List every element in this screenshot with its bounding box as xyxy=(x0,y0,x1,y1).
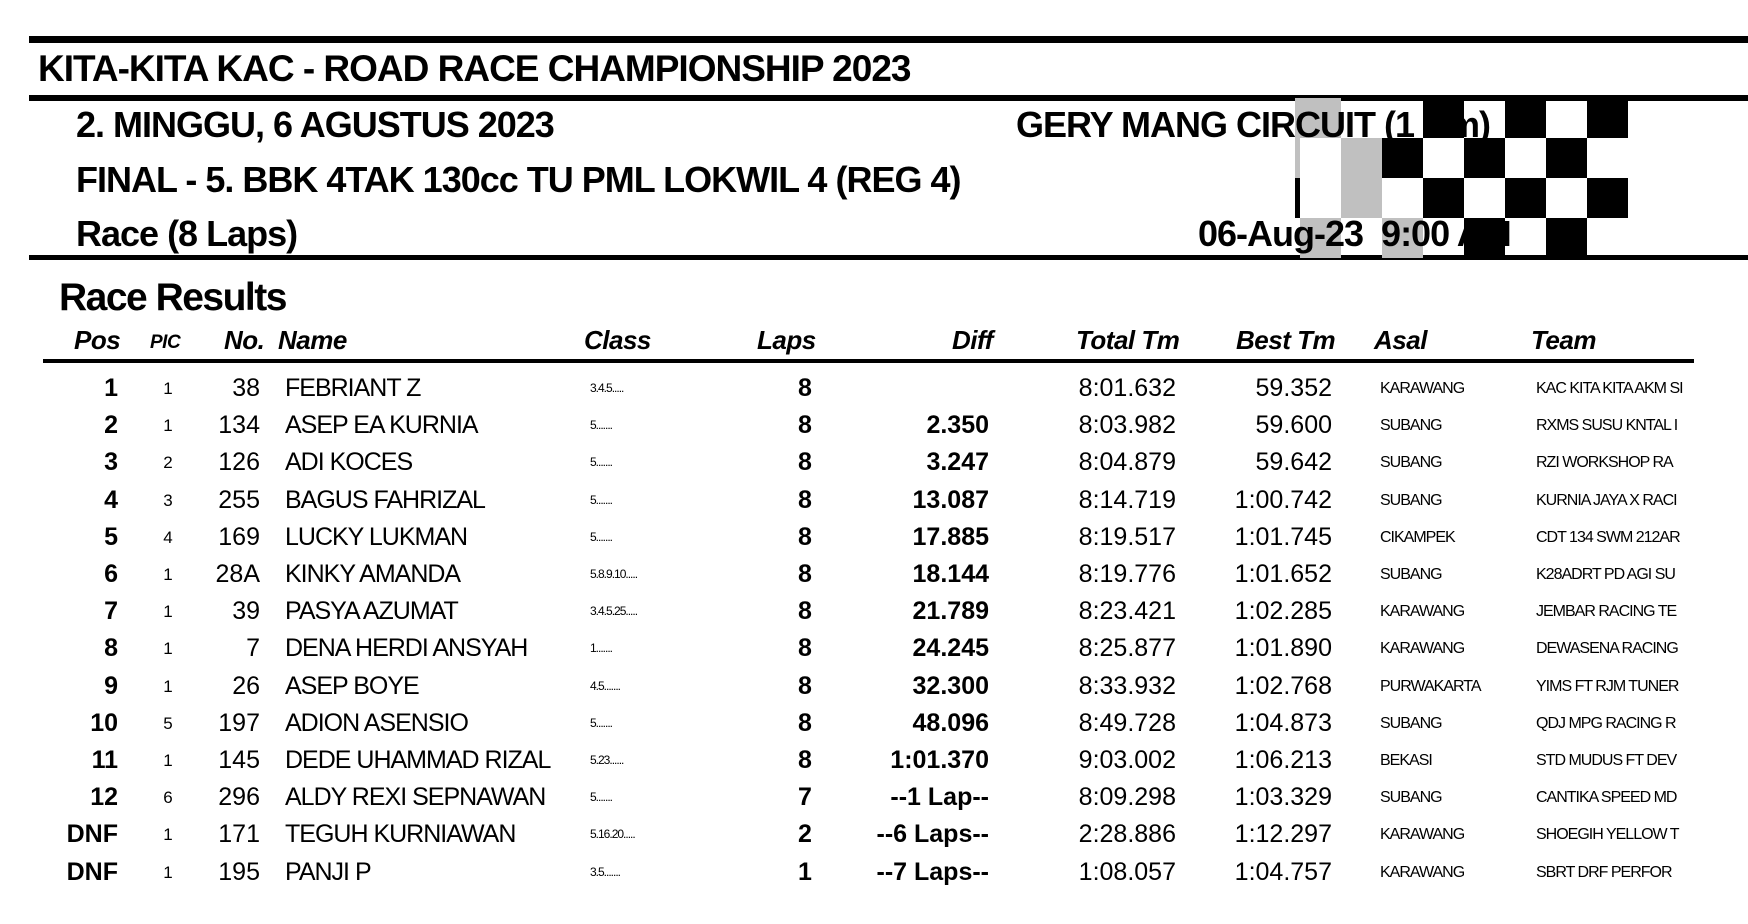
cell-diff: 13.087 xyxy=(912,485,989,514)
cell-team: QDJ MPG RACING R xyxy=(1536,714,1676,732)
cell-total-time: 8:23.421 xyxy=(1078,597,1176,626)
cell-pos: 11 xyxy=(91,746,118,774)
cell-asal: CIKAMPEK xyxy=(1380,528,1455,546)
cell-total-time: 8:09.298 xyxy=(1078,783,1176,812)
cell-no: 134 xyxy=(218,411,260,440)
cell-name: LUCKY LUKMAN xyxy=(285,522,468,551)
cell-diff: --1 Lap-- xyxy=(890,783,989,812)
table-row xyxy=(0,519,1748,556)
cell-pic: 1 xyxy=(163,639,173,659)
cell-asal: PURWAKARTA xyxy=(1380,677,1481,695)
cell-asal: BEKASI xyxy=(1380,752,1432,769)
cell-pic: 1 xyxy=(163,751,173,770)
section-title: Race Results xyxy=(59,276,286,319)
cell-pic: 3 xyxy=(163,490,173,510)
table-row xyxy=(0,630,1748,667)
cell-total-time: 8:01.632 xyxy=(1078,374,1176,402)
cell-best-time: 1:03.329 xyxy=(1234,783,1332,812)
cell-total-time: 9:03.002 xyxy=(1078,746,1176,774)
cell-pos: DNF xyxy=(66,857,118,886)
cell-pos: 7 xyxy=(104,597,118,626)
cell-class: 5.16.20..... xyxy=(590,827,635,842)
cell-total-time: 8:49.728 xyxy=(1078,708,1176,737)
cell-name: KINKY AMANDA xyxy=(285,560,461,588)
cell-best-time: 59.642 xyxy=(1255,448,1332,477)
cell-best-time: 1:01.890 xyxy=(1234,634,1332,663)
cell-diff: 21.789 xyxy=(912,597,989,626)
cell-asal: SUBANG xyxy=(1380,417,1442,435)
cell-asal: KARAWANG xyxy=(1380,640,1465,658)
cell-class: 5....... xyxy=(590,418,613,433)
cell-pos: 1 xyxy=(104,374,118,402)
cell-class: 3.4.5..... xyxy=(590,381,624,395)
table-row xyxy=(0,668,1748,705)
col-team: Team xyxy=(1531,325,1596,355)
cell-team: K28ADRT PD AGI SU xyxy=(1536,566,1675,583)
cell-team: SBRT DRF PERFOR xyxy=(1536,863,1672,881)
cell-asal: SUBANG xyxy=(1380,566,1442,583)
cell-pic: 1 xyxy=(163,379,173,398)
cell-total-time: 8:19.517 xyxy=(1078,522,1176,551)
table-row xyxy=(0,593,1748,630)
cell-no: 126 xyxy=(218,448,260,477)
cell-pic: 4 xyxy=(163,527,173,547)
table-row xyxy=(0,816,1748,853)
cell-team: DEWASENA RACING xyxy=(1536,640,1678,658)
col-best: Best Tm xyxy=(1236,325,1336,355)
cell-no: 296 xyxy=(218,783,260,812)
cell-diff: 1:01.370 xyxy=(890,746,989,774)
cell-best-time: 1:01.652 xyxy=(1234,560,1332,588)
table-row xyxy=(0,742,1748,779)
cell-name: DEDE UHAMMAD RIZAL xyxy=(285,746,551,774)
cell-name: FEBRIANT Z xyxy=(285,374,421,402)
cell-no: 26 xyxy=(232,671,260,700)
cell-no: 38 xyxy=(232,374,260,402)
cell-team: KAC KITA KITA AKM SI xyxy=(1536,380,1683,397)
cell-diff: 18.144 xyxy=(912,560,989,588)
cell-laps: 8 xyxy=(798,411,812,440)
cell-name: PANJI P xyxy=(285,857,371,886)
cell-pic: 1 xyxy=(163,602,173,622)
cell-name: ASEP BOYE xyxy=(285,671,419,700)
circuit-name: GERY MANG CIRCUIT (1 Km) xyxy=(1016,104,1491,145)
cell-class: 5....... xyxy=(590,529,613,544)
cell-no: 7 xyxy=(246,634,260,663)
cell-laps: 1 xyxy=(798,857,812,886)
cell-class: 1....... xyxy=(590,641,613,656)
cell-name: PASYA AZUMAT xyxy=(285,597,458,626)
cell-no: 255 xyxy=(218,485,260,514)
cell-pos: 2 xyxy=(104,411,118,440)
top-rule xyxy=(29,36,1748,43)
cell-best-time: 1:02.768 xyxy=(1234,671,1332,700)
col-laps: Laps xyxy=(757,325,816,355)
cell-diff: 17.885 xyxy=(912,522,989,551)
cell-best-time: 1:12.297 xyxy=(1234,820,1332,849)
cell-pic: 1 xyxy=(163,676,173,696)
race-type: Race (8 Laps) xyxy=(76,213,298,254)
cell-team: RZI WORKSHOP RA xyxy=(1536,454,1673,472)
cell-team: KURNIA JAYA X RACI xyxy=(1536,491,1677,509)
cell-laps: 8 xyxy=(798,634,812,663)
cell-pic: 1 xyxy=(163,565,173,584)
col-no: No. xyxy=(224,325,265,355)
cell-asal: SUBANG xyxy=(1380,491,1442,509)
event-day: 2. MINGGU, 6 AGUSTUS 2023 xyxy=(76,104,554,145)
cell-team: CDT 134 SWM 212AR xyxy=(1536,528,1680,546)
cell-pos: DNF xyxy=(66,820,118,849)
cell-name: BAGUS FAHRIZAL xyxy=(285,485,485,514)
col-pic: PIC xyxy=(150,332,181,353)
table-row xyxy=(0,779,1748,816)
cell-asal: KARAWANG xyxy=(1380,863,1465,881)
cell-best-time: 59.600 xyxy=(1255,411,1332,440)
cell-team: CANTIKA SPEED MD xyxy=(1536,789,1677,807)
cell-total-time: 1:08.057 xyxy=(1078,857,1176,886)
cell-laps: 2 xyxy=(798,820,812,849)
cell-no: 39 xyxy=(232,597,260,626)
cell-class: 4.5....... xyxy=(590,678,621,693)
cell-laps: 8 xyxy=(798,708,812,737)
cell-pic: 5 xyxy=(163,713,173,733)
cell-class: 5....... xyxy=(590,492,613,507)
cell-best-time: 1:04.757 xyxy=(1234,857,1332,886)
cell-diff: 32.300 xyxy=(912,671,989,700)
table-row xyxy=(0,705,1748,742)
cell-class: 5....... xyxy=(590,715,613,730)
cell-best-time: 1:01.745 xyxy=(1234,522,1332,551)
cell-class: 5....... xyxy=(590,455,613,470)
cell-diff: 3.247 xyxy=(926,448,989,477)
cell-laps: 8 xyxy=(798,374,812,402)
cell-name: ALDY REXI SEPNAWAN xyxy=(285,783,546,812)
cell-class: 3.5....... xyxy=(590,864,621,879)
cell-pic: 1 xyxy=(163,862,173,882)
cell-no: 145 xyxy=(218,746,260,774)
cell-laps: 7 xyxy=(798,783,812,812)
cell-pic: 6 xyxy=(163,788,173,808)
cell-total-time: 8:19.776 xyxy=(1078,560,1176,588)
cell-laps: 8 xyxy=(798,560,812,588)
col-asal: Asal xyxy=(1374,325,1427,355)
cell-pic: 1 xyxy=(163,825,173,845)
col-total: Total Tm xyxy=(1076,325,1180,355)
cell-laps: 8 xyxy=(798,522,812,551)
cell-total-time: 8:14.719 xyxy=(1078,485,1176,514)
cell-asal: KARAWANG xyxy=(1380,380,1465,397)
cell-laps: 8 xyxy=(798,448,812,477)
cell-pos: 10 xyxy=(90,708,118,737)
cell-diff: --7 Laps-- xyxy=(876,857,989,886)
cell-diff: 2.350 xyxy=(926,411,989,440)
cell-pos: 5 xyxy=(104,522,118,551)
cell-asal: SUBANG xyxy=(1380,714,1442,732)
cell-pos: 3 xyxy=(104,448,118,477)
cell-best-time: 1:06.213 xyxy=(1234,746,1332,774)
cell-name: DENA HERDI ANSYAH xyxy=(285,634,528,663)
table-header-rule xyxy=(43,359,1694,363)
table-row xyxy=(0,370,1748,407)
cell-total-time: 8:04.879 xyxy=(1078,448,1176,477)
cell-total-time: 8:03.982 xyxy=(1078,411,1176,440)
table-row xyxy=(0,482,1748,519)
race-datetime: 06-Aug-23 9:00 AM xyxy=(1198,213,1511,254)
cell-best-time: 1:00.742 xyxy=(1234,485,1332,514)
cell-class: 5....... xyxy=(590,790,613,805)
cell-pos: 8 xyxy=(104,634,118,663)
cell-team: YIMS FT RJM TUNER xyxy=(1536,677,1679,695)
col-pos: Pos xyxy=(74,325,121,355)
cell-total-time: 8:25.877 xyxy=(1078,634,1176,663)
table-row xyxy=(0,444,1748,481)
cell-pos: 9 xyxy=(104,671,118,700)
cell-laps: 8 xyxy=(798,671,812,700)
session-title: FINAL - 5. BBK 4TAK 130cc TU PML LOKWIL 4 (REG 4) xyxy=(76,159,961,200)
cell-asal: SUBANG xyxy=(1380,789,1442,807)
cell-diff: 48.096 xyxy=(912,708,989,737)
cell-asal: SUBANG xyxy=(1380,454,1442,472)
cell-class: 5.8.9.10..... xyxy=(590,567,638,581)
cell-no: 195 xyxy=(218,857,260,886)
cell-name: ASEP EA KURNIA xyxy=(285,411,478,440)
cell-name: ADION ASENSIO xyxy=(285,708,468,737)
cell-pos: 4 xyxy=(104,485,118,514)
col-class: Class xyxy=(584,325,651,355)
cell-pic: 1 xyxy=(163,416,173,436)
table-row xyxy=(0,556,1748,593)
cell-laps: 8 xyxy=(798,485,812,514)
table-row xyxy=(0,407,1748,444)
cell-team: JEMBAR RACING TE xyxy=(1536,603,1677,621)
cell-no: 197 xyxy=(218,708,260,737)
cell-total-time: 2:28.886 xyxy=(1078,820,1176,849)
cell-pos: 12 xyxy=(90,783,118,812)
cell-asal: KARAWANG xyxy=(1380,603,1465,621)
cell-asal: KARAWANG xyxy=(1380,826,1465,844)
cell-no: 28A xyxy=(215,560,260,588)
table-row xyxy=(0,854,1748,891)
cell-team: SHOEGIH YELLOW T xyxy=(1536,826,1679,844)
cell-laps: 8 xyxy=(798,746,812,774)
cell-name: TEGUH KURNIAWAN xyxy=(285,820,516,849)
cell-team: STD MUDUS FT DEV xyxy=(1536,752,1677,769)
cell-best-time: 59.352 xyxy=(1255,374,1332,402)
cell-best-time: 1:04.873 xyxy=(1234,708,1332,737)
cell-name: ADI KOCES xyxy=(285,448,413,477)
cell-team: RXMS SUSU KNTAL I xyxy=(1536,417,1678,435)
cell-best-time: 1:02.285 xyxy=(1234,597,1332,626)
cell-laps: 8 xyxy=(798,597,812,626)
cell-no: 171 xyxy=(218,820,260,849)
cell-total-time: 8:33.932 xyxy=(1078,671,1176,700)
col-diff: Diff xyxy=(952,325,993,355)
col-name: Name xyxy=(278,325,347,355)
cell-diff: --6 Laps-- xyxy=(876,820,989,849)
championship-title: KITA-KITA KAC - ROAD RACE CHAMPIONSHIP 2023 xyxy=(38,48,911,89)
cell-pic: 2 xyxy=(163,453,173,473)
cell-class: 5.23...... xyxy=(590,753,624,767)
cell-class: 3.4.5.25..... xyxy=(590,604,638,619)
cell-diff: 24.245 xyxy=(912,634,989,663)
cell-no: 169 xyxy=(218,522,260,551)
cell-pos: 6 xyxy=(104,560,118,588)
